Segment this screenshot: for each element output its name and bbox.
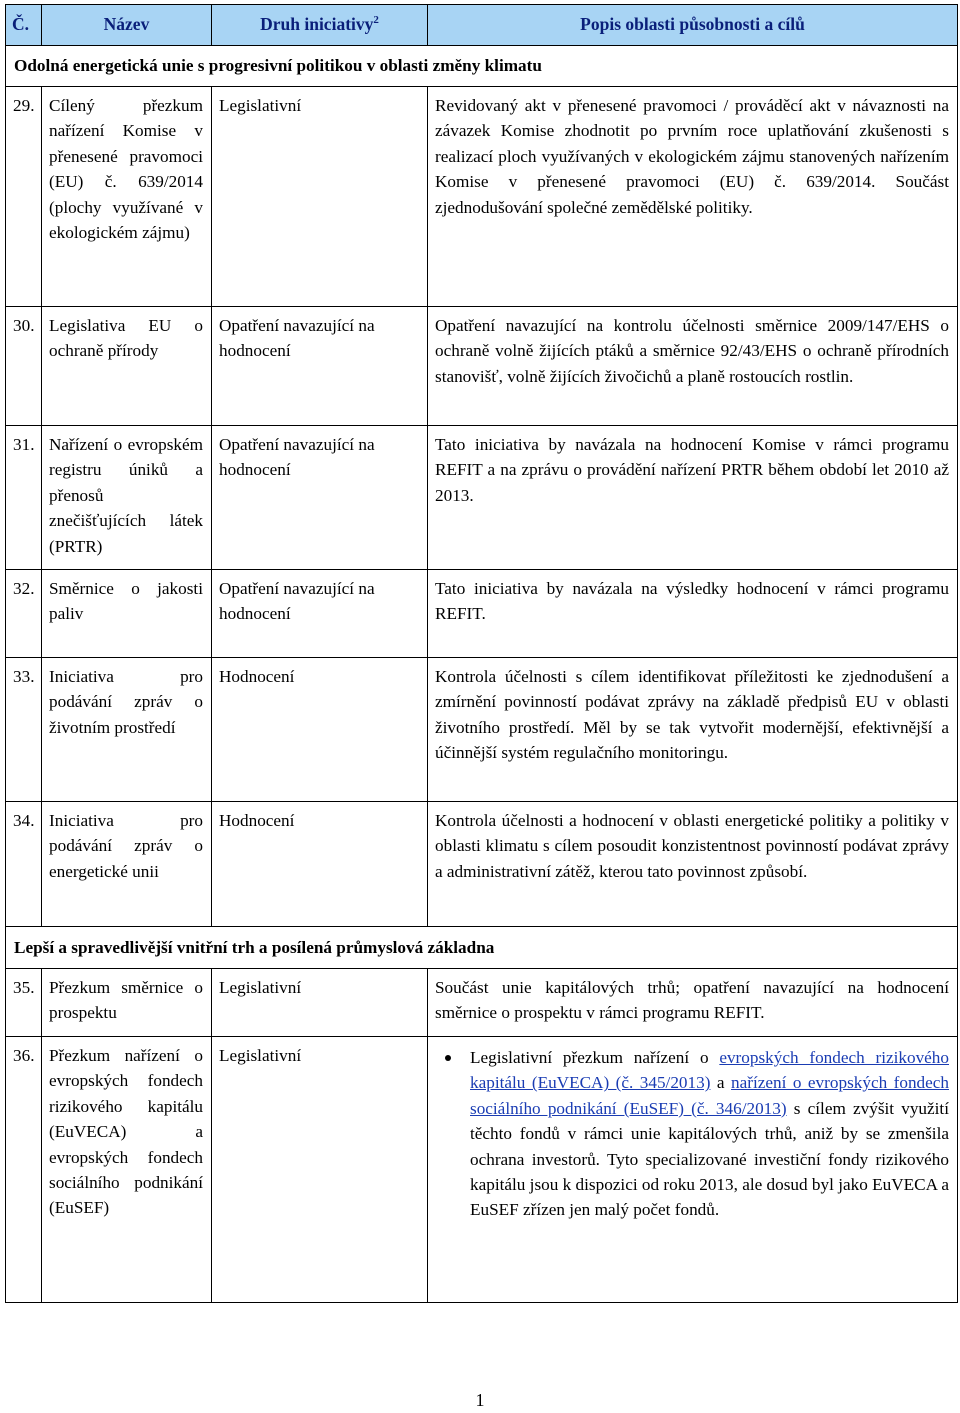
- row-name: Cílený přezkum nařízení Komise v přenesené pravomoci (EU) č. 639/2014 (plochy využívané v ekologickém zájmu): [42, 87, 212, 307]
- row-number: 30.: [6, 307, 42, 426]
- row-description: Tato iniciativa by navázala na hodnocení Komise v rámci programu REFIT a na zprávu o provádění nařízení PRTR během období let 2010 až 2013.: [428, 426, 958, 570]
- table-row: [6, 426, 958, 570]
- row-number: 35.: [6, 969, 42, 1037]
- section-title: Lepší a spravedlivější vnitřní trh a posílená průmyslová základna: [6, 927, 958, 969]
- row-kind: Hodnocení: [212, 658, 428, 802]
- section-row: [6, 927, 958, 969]
- row-description: Opatření navazující na kontrolu účelnosti směrnice 2009/147/EHS o ochraně volně žijících ptáků a směrnice 92/43/EHS o ochraně přírodních stanovišť, volně žijících živočichů a planě rostoucích rostlin.: [428, 307, 958, 426]
- row-description: Součást unie kapitálových trhů; opatření navazující na hodnocení směrnice o prospektu v rámci programu REFIT.: [428, 969, 958, 1037]
- footnote-marker: 2: [373, 14, 379, 27]
- row-kind: Hodnocení: [212, 802, 428, 927]
- row-kind: Legislativní: [212, 87, 428, 307]
- row-number: 33.: [6, 658, 42, 802]
- bullet-text-mid: a: [710, 1073, 732, 1093]
- row-number: 32.: [6, 570, 42, 658]
- row-name: Nařízení o evropském registru úniků a přenosů znečišťujících látek (PRTR): [42, 426, 212, 570]
- row-name: Přezkum nařízení o evropských fondech rizikového kapitálu (EuVECA) a evropských fondech sociálního podnikání (EuSEF): [42, 1037, 212, 1303]
- row-number: 34.: [6, 802, 42, 927]
- row-name: Směrnice o jakosti paliv: [42, 570, 212, 658]
- eusef-regulation-link[interactable]: nařízení o evropských fondech sociálního podnikání (EuSEF) (č. 346/2013): [470, 1073, 949, 1118]
- table-row: [6, 969, 958, 1037]
- table-row: [6, 802, 958, 927]
- row-description: Revidovaný akt v přenesené pravomoci / prováděcí akt v návaznosti na závazek Komise zhodnotit po prvním roce uplatňování zkušenosti s realizací ploch využívaných v ekologickém zájmu stanovených nařízením Komise v přenesené pravomoci (EU) č. 639/2014. Součást zjednodušování společné zemědělské politiky.: [428, 87, 958, 307]
- header-description: Popis oblasti působnosti a cílů: [428, 5, 958, 46]
- row-number: 31.: [6, 426, 42, 570]
- table-row: [6, 1037, 958, 1303]
- row-kind: Opatření navazující na hodnocení: [212, 426, 428, 570]
- row-name: Iniciativa pro podávání zpráv o energetické unii: [42, 802, 212, 927]
- table-row: [6, 307, 958, 426]
- row-kind: Legislativní: [212, 969, 428, 1037]
- row-name: Přezkum směrnice o prospektu: [42, 969, 212, 1037]
- row-name: Legislativa EU o ochraně přírody: [42, 307, 212, 426]
- row-number: 36.: [6, 1037, 42, 1303]
- table-row: [6, 658, 958, 802]
- header-kind-label: Druh iniciativy: [260, 14, 374, 35]
- row-kind: Opatření navazující na hodnocení: [212, 570, 428, 658]
- row-kind: Opatření navazující na hodnocení: [212, 307, 428, 426]
- list-item: [470, 1045, 949, 1223]
- row-description: Kontrola účelnosti s cílem identifikovat příležitosti ke zjednodušení a zmírnění povinností podávat zprávy na základě předpisů EU v oblasti životního prostředí. Měl by se tak vytvořit modernější, efektivnější a účinnější systém regulačního monitoringu.: [428, 658, 958, 802]
- table-row: [6, 87, 958, 307]
- initiatives-table: [5, 4, 958, 1303]
- euveca-regulation-link[interactable]: evropských fondech rizikového kapitálu (EuVECA) (č. 345/2013): [470, 1048, 949, 1093]
- row-description: [428, 1037, 958, 1303]
- header-number: Č.: [6, 5, 42, 46]
- row-name: Iniciativa pro podávání zpráv o životním prostředí: [42, 658, 212, 802]
- section-row: [6, 46, 958, 87]
- row-kind: Legislativní: [212, 1037, 428, 1303]
- row-description: Tato iniciativa by navázala na výsledky hodnocení v rámci programu REFIT.: [428, 570, 958, 658]
- header-name: Název: [42, 5, 212, 46]
- page-number: 1: [475, 1390, 485, 1410]
- row-number: 29.: [6, 87, 42, 307]
- table-header-row: [6, 5, 958, 46]
- table-row: [6, 570, 958, 658]
- row-description: Kontrola účelnosti a hodnocení v oblasti energetické politiky a politiky v oblasti klimatu s cílem posoudit konzistentnost povinností podávat zprávy a administrativní zátěž, kterou tato povinnost způsobí.: [428, 802, 958, 927]
- section-title: Odolná energetická unie s progresivní politikou v oblasti změny klimatu: [6, 46, 958, 87]
- header-kind: [212, 5, 428, 46]
- description-bullet-list: [435, 1045, 949, 1223]
- bullet-text-prefix: Legislativní přezkum nařízení o: [470, 1048, 720, 1068]
- bullet-text-suffix: s cílem zvýšit využití těchto fondů v rámci unie kapitálových trhů, aniž by se zmenšila ochrana investorů. Tyto specializované investiční fondy rizikového kapitálu jsou k dispozici od roku 2013, ale dosud byl jako EuVECA a EuSEF zřízen jen malý počet fondů.: [470, 1098, 949, 1220]
